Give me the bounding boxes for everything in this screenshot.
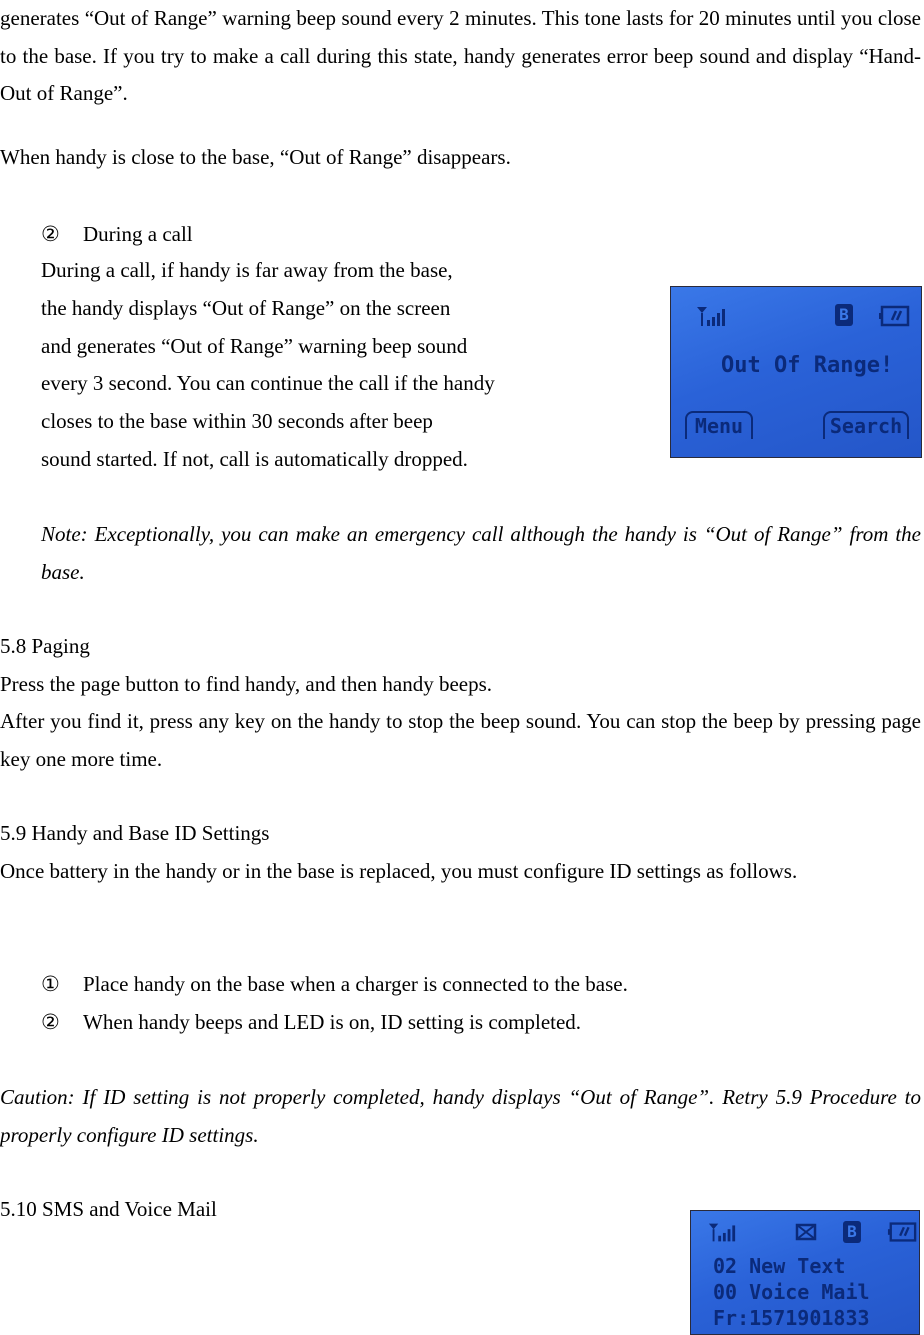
during-call-line: every 3 second. You can continue the call if the handy xyxy=(41,371,495,395)
new-text-line: 02 New Text xyxy=(713,1254,846,1278)
paging-heading: 5.8 Paging xyxy=(0,634,90,658)
id-settings-heading: 5.9 Handy and Base ID Settings xyxy=(0,821,270,845)
during-call-line: During a call, if handy is far away from the base, xyxy=(41,258,453,282)
id-step-text: Place handy on the base when a charger is connected to the base. xyxy=(83,972,628,996)
emergency-call-note: Note: Exceptionally, you can make an emergency call although the handy is “Out of Range” from the base. xyxy=(41,522,921,584)
menu-softkey[interactable]: Menu xyxy=(685,411,753,439)
id-step-text: When handy beeps and LED is on, ID setting is completed. xyxy=(83,1010,582,1034)
paging-paragraph: After you find it, press any key on the handy to stop the beep sound. You can stop the beep by pressing page key one more time. xyxy=(0,709,921,771)
during-call-line: closes to the base within 30 seconds after beep xyxy=(41,409,433,433)
search-softkey[interactable]: Search xyxy=(823,411,909,439)
sms-heading: 5.10 SMS and Voice Mail xyxy=(0,1197,217,1221)
sms-voice-mail-screen xyxy=(690,1210,920,1335)
during-call-title: During a call xyxy=(83,222,193,246)
during-call-line: sound started. If not, call is automatically dropped. xyxy=(41,447,468,471)
during-call-heading xyxy=(41,216,193,254)
circled-number-2: ② xyxy=(41,1010,60,1034)
envelope-icon xyxy=(795,1222,817,1242)
signal-icon xyxy=(707,1221,737,1243)
from-number-line: Fr:1571901833 xyxy=(713,1306,870,1330)
close-to-base-paragraph: When handy is close to the base, “Out of Range” disappears. xyxy=(0,145,511,169)
battery-icon xyxy=(878,305,910,327)
out-of-range-paragraph: generates “Out of Range” warning beep sound every 2 minutes. This tone lasts for 20 minutes until you close to the base. If you try to make a call during this state, handy generates error beep sound and display “Hand-Out of Range”. xyxy=(0,6,921,105)
out-of-range-screen xyxy=(670,286,922,458)
signal-icon xyxy=(695,305,727,327)
base-icon: B xyxy=(843,1221,861,1243)
out-of-range-message: Out Of Range! xyxy=(721,353,894,378)
caution-paragraph: Caution: If ID setting is not properly completed, handy displays “Out of Range”. Retry 5.9 Procedure to properly configure ID settings. xyxy=(0,1085,921,1147)
id-step xyxy=(41,1004,581,1042)
paging-line: Press the page button to find handy, and then handy beeps. xyxy=(0,672,493,696)
voice-mail-line: 00 Voice Mail xyxy=(713,1280,870,1304)
id-settings-paragraph: Once battery in the handy or in the base is replaced, you must configure ID settings as follows. xyxy=(0,859,798,883)
circled-number-2: ② xyxy=(41,222,60,246)
base-icon: B xyxy=(835,304,853,326)
during-call-line: and generates “Out of Range” warning beep sound xyxy=(41,334,468,358)
battery-icon xyxy=(887,1221,917,1243)
during-call-line: the handy displays “Out of Range” on the screen xyxy=(41,296,451,320)
id-step xyxy=(41,966,628,1004)
circled-number-1: ① xyxy=(41,972,60,996)
